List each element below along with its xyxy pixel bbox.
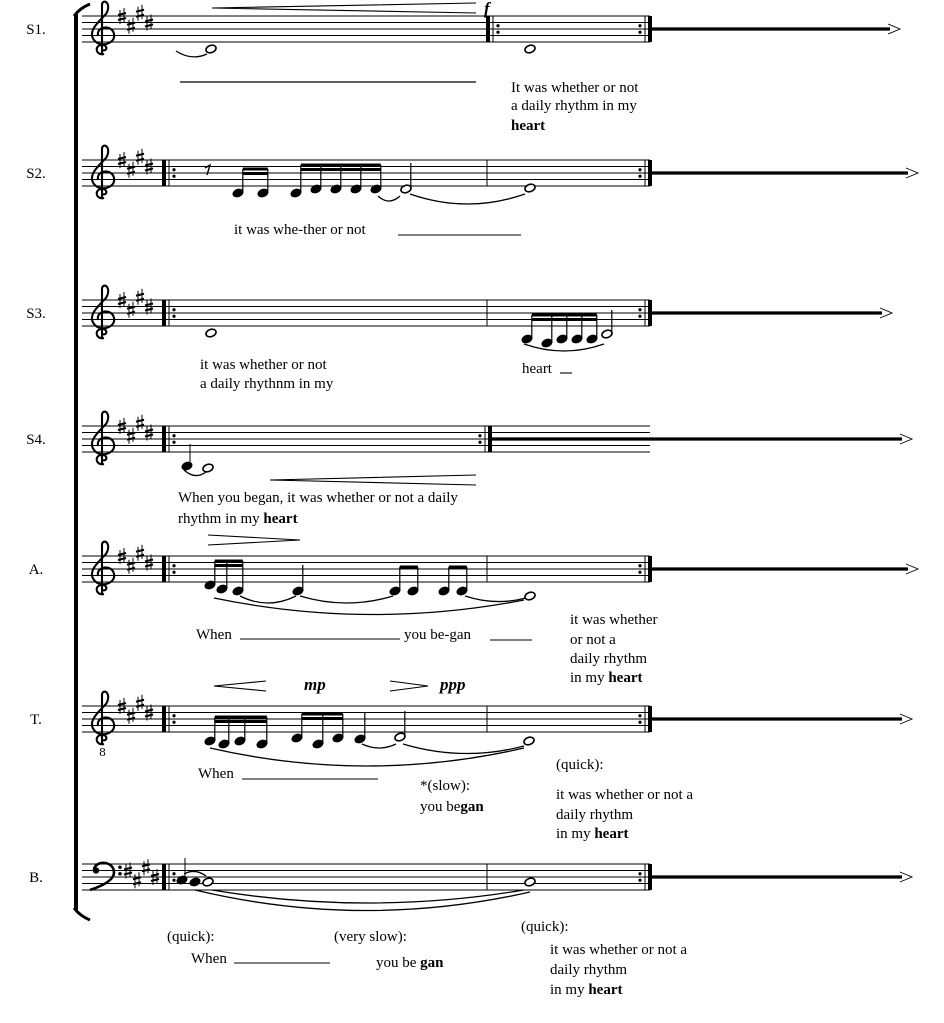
sharp-stroke [133, 877, 141, 879]
lyric-text: a daily rhythnm in my [200, 376, 334, 392]
repeat-dot [638, 872, 641, 875]
sharp-icon [127, 302, 135, 318]
continuation-arrow [650, 168, 918, 178]
lyric-text: you be [376, 955, 421, 971]
repeat-dot [638, 571, 641, 574]
slur [210, 748, 524, 766]
sharp-icon [127, 428, 135, 444]
sharp-stroke [118, 13, 126, 15]
lyric-bold-word: gan [420, 955, 444, 971]
sharp-stroke [118, 297, 126, 299]
lyric-text: in my [556, 826, 595, 842]
lyric-line [511, 98, 637, 114]
treble-clef-shape [92, 412, 114, 465]
repeat-dot [172, 434, 175, 437]
bracket-bottom-hook [74, 908, 90, 920]
grace-note [189, 877, 201, 887]
staff-7 [29, 858, 912, 963]
decrescendo-hairpin [390, 681, 428, 691]
lyric-line [334, 929, 407, 945]
notes [205, 163, 536, 204]
sharp-stroke [127, 167, 135, 169]
sharp-icon [127, 162, 135, 178]
sharp-icon [136, 695, 144, 711]
lyric-line [570, 670, 643, 686]
continuation-arrow [650, 564, 918, 574]
sharp-stroke [118, 703, 126, 705]
staff-2 [26, 146, 918, 235]
whole-note [202, 463, 214, 473]
staff-lines [82, 16, 650, 42]
slur [184, 871, 206, 876]
staff-label: S4. [26, 432, 46, 448]
sharp-stroke [136, 700, 144, 702]
lyric-text: When you began, it was whether or not a daily [178, 490, 458, 506]
treble-clef-icon [92, 146, 114, 199]
sharp-icon [136, 5, 144, 21]
treble-clef-shape [92, 692, 114, 745]
staff-lines [82, 300, 650, 326]
lyric-text: in my [570, 670, 609, 686]
lyric-text: it was whether or not a [556, 787, 694, 803]
repeat-dot [478, 441, 481, 444]
lyric-line [420, 799, 484, 815]
lyric-line [200, 357, 327, 373]
sharp-icon [127, 708, 135, 724]
system-bracket [74, 4, 90, 920]
sharp-stroke [118, 423, 126, 425]
sharp-stroke [151, 879, 159, 881]
lyric-line [556, 807, 633, 823]
lyric-bold-word: heart [594, 826, 629, 842]
sharp-stroke [145, 20, 153, 22]
treble-clef-shape [92, 2, 114, 55]
lyric-bold-word: heart [588, 982, 623, 998]
repeat-dot [638, 714, 641, 717]
bass-clef-icon [90, 863, 122, 890]
sharp-stroke [124, 868, 132, 870]
sharp-stroke [127, 713, 135, 715]
lyric-line [522, 361, 553, 377]
repeat-dot [638, 315, 641, 318]
sharp-stroke [118, 157, 126, 159]
lyric-text: or not a [570, 632, 616, 648]
staff-label: S3. [26, 306, 46, 322]
lyric-text: It was whether or not [511, 80, 639, 96]
repeat-dot [638, 168, 641, 171]
bracket-top-hook [74, 4, 90, 16]
whole-note [524, 44, 536, 54]
slur [184, 470, 206, 476]
lyric-line [550, 942, 687, 958]
grace-note [181, 461, 193, 471]
sharp-stroke [136, 154, 144, 156]
lyric-text: When [191, 951, 227, 967]
sharp-stroke [118, 428, 126, 430]
lyric-line [404, 627, 472, 643]
lyric-text: it was whether or not [200, 357, 327, 373]
lyric-line [198, 766, 234, 782]
treble-clef-icon [92, 2, 114, 55]
lyric-bold-word: gan [460, 799, 484, 815]
lyrics [167, 80, 693, 998]
lyric-bold-word: heart [511, 118, 546, 134]
whole-note [524, 183, 536, 193]
sharp-stroke [142, 864, 150, 866]
repeat-dot [478, 434, 481, 437]
repeat-dot [172, 308, 175, 311]
repeat-dot [172, 168, 175, 171]
repeat-dot [496, 24, 499, 27]
lyric-line [556, 757, 603, 773]
slur [362, 744, 396, 748]
treble-clef-icon [92, 542, 114, 595]
whole-note [524, 591, 536, 601]
sharp-icon [133, 872, 141, 888]
sharp-stroke [151, 874, 159, 876]
sharp-stroke [118, 302, 126, 304]
staff-label: B. [29, 870, 43, 886]
lyric-bold-word: heart [263, 511, 298, 527]
repeat-dot [638, 879, 641, 882]
sharp-stroke [145, 164, 153, 166]
repeat-dot [172, 721, 175, 724]
lyric-text: When [196, 627, 232, 643]
continuation-arrow [650, 872, 912, 882]
lyric-text: When [198, 766, 234, 782]
sharp-stroke [145, 435, 153, 437]
repeat-dot [172, 175, 175, 178]
sharp-icon [142, 859, 150, 875]
lyric-line [570, 632, 616, 648]
sharp-stroke [145, 430, 153, 432]
staff-1 [26, 0, 900, 82]
notes [205, 310, 613, 351]
lyric-line [570, 651, 647, 667]
bass-clef-dot [118, 865, 122, 869]
lyric-text: it was whe-ther or not [234, 222, 366, 238]
sharp-stroke [145, 309, 153, 311]
repeat-dot [172, 872, 175, 875]
lyric-text: it was whether [570, 612, 658, 628]
dynamic-mp: mp [304, 675, 326, 694]
sharp-stroke [118, 162, 126, 164]
lyric-text: you be [420, 799, 461, 815]
lyric-line [511, 118, 545, 134]
crescendo-hairpin [214, 681, 266, 691]
repeat-dot [172, 564, 175, 567]
lyric-line [234, 222, 366, 238]
continuation-arrow [490, 434, 912, 444]
sharp-stroke [127, 307, 135, 309]
sharp-stroke [136, 420, 144, 422]
sharp-stroke [118, 558, 126, 560]
lyric-text: daily rhythm [550, 962, 628, 978]
repeat-dot [638, 564, 641, 567]
sharp-stroke [145, 715, 153, 717]
lyric-line [420, 778, 470, 794]
lyric-text: (quick): [556, 757, 604, 773]
lyric-line [556, 826, 629, 842]
sharp-stroke [145, 304, 153, 306]
sharp-icon [127, 558, 135, 574]
repeat-dot [496, 31, 499, 34]
lyric-text: you [404, 627, 431, 643]
sharp-stroke [127, 433, 135, 435]
notes [181, 444, 214, 476]
sharp-stroke [136, 10, 144, 12]
sharp-stroke [145, 710, 153, 712]
treble-clef-shape [92, 286, 114, 339]
lyric-text: in my [550, 982, 589, 998]
lyric-text: (very slow): [334, 929, 407, 945]
lyric-text: be-gan [430, 627, 472, 643]
sharp-icon [136, 289, 144, 305]
slur [524, 344, 604, 351]
whole-note [524, 877, 536, 887]
octave-8-marker: 8 [99, 746, 106, 759]
crescendo-hairpin [212, 3, 476, 13]
staff-6 [30, 675, 912, 779]
slur [214, 598, 524, 615]
lyric-line [521, 919, 568, 935]
lyric-line [200, 376, 334, 392]
sharp-stroke [118, 18, 126, 20]
lyric-text: heart [522, 361, 552, 377]
repeat-dot [172, 879, 175, 882]
continuation-arrow [650, 714, 912, 724]
slur [195, 890, 530, 911]
continuation-arrow [650, 24, 900, 34]
slur [410, 194, 525, 204]
dynamic-ppp: ppp [440, 675, 466, 694]
lyric-text: daily rhythm [570, 651, 648, 667]
lyric-text: rhythm in my [178, 511, 264, 527]
lyric-text: (quick): [167, 929, 215, 945]
lyric-line [570, 612, 657, 628]
sharp-stroke [145, 565, 153, 567]
lyric-line [511, 80, 639, 96]
sharp-stroke [127, 23, 135, 25]
staff-lines [82, 706, 650, 732]
lyric-line [550, 962, 627, 978]
decrescendo-hairpin [208, 535, 300, 545]
sharp-stroke [145, 25, 153, 27]
lyric-bold-word: heart [608, 670, 643, 686]
staff-lines [82, 864, 650, 890]
staff-5 [29, 535, 918, 640]
staff-label: T. [30, 712, 42, 728]
notes [176, 44, 536, 57]
lyric-line [376, 955, 444, 971]
sharp-icon [136, 149, 144, 165]
slur [176, 51, 207, 57]
repeat-dot [172, 441, 175, 444]
repeat-dot [172, 571, 175, 574]
notes [176, 858, 536, 911]
crescendo-hairpin [270, 475, 476, 485]
whole-note [205, 44, 217, 54]
lyric-text: *(slow): [420, 778, 470, 794]
continuation-arrow [650, 308, 892, 318]
sharp-stroke [136, 294, 144, 296]
lyric-text: a daily rhythm in my [511, 98, 637, 114]
sharp-stroke [118, 708, 126, 710]
lyric-line [556, 787, 693, 803]
sharp-icon [136, 415, 144, 431]
lyric-text: (quick): [521, 919, 569, 935]
repeat-dot [172, 315, 175, 318]
bass-clef-dot [118, 872, 122, 876]
lyric-line [167, 929, 214, 945]
lyric-text: it was whether or not a [550, 942, 688, 958]
staff-3 [26, 286, 892, 373]
sharp-stroke [136, 550, 144, 552]
lyric-text: daily rhythm [556, 807, 634, 823]
slur [240, 596, 296, 603]
treble-clef-shape [92, 542, 114, 595]
whole-note [202, 877, 214, 887]
lyric-line [550, 982, 623, 998]
staff-label: A. [28, 562, 44, 578]
slur [212, 890, 524, 903]
whole-note [523, 736, 535, 746]
staff-lines [82, 556, 650, 582]
sharp-stroke [145, 169, 153, 171]
treble-clef-icon [92, 286, 114, 339]
repeat-dot [638, 721, 641, 724]
bass-clef-curve [90, 863, 114, 890]
staff-label: S1. [26, 22, 46, 38]
staff-4 [26, 412, 912, 485]
lyric-line [196, 627, 232, 643]
dynamic-marking: f [484, 0, 490, 18]
sharp-stroke [127, 563, 135, 565]
lyric-line [191, 951, 227, 967]
repeat-dot [638, 24, 641, 27]
slur [378, 196, 400, 201]
sharp-stroke [118, 553, 126, 555]
repeat-dot [638, 175, 641, 178]
treble-clef-shape [92, 146, 114, 199]
slur [300, 596, 393, 603]
sharp-stroke [145, 560, 153, 562]
sharp-stroke [124, 873, 132, 875]
repeat-dot [638, 31, 641, 34]
lyric-line [178, 490, 458, 506]
sharp-icon [127, 18, 135, 34]
treble-clef-icon [92, 412, 114, 465]
sharp-icon [136, 545, 144, 561]
repeat-dot [638, 308, 641, 311]
repeat-dot [172, 714, 175, 717]
lyric-line [178, 511, 298, 527]
whole-note [205, 328, 217, 338]
staff-label: S2. [26, 166, 46, 182]
